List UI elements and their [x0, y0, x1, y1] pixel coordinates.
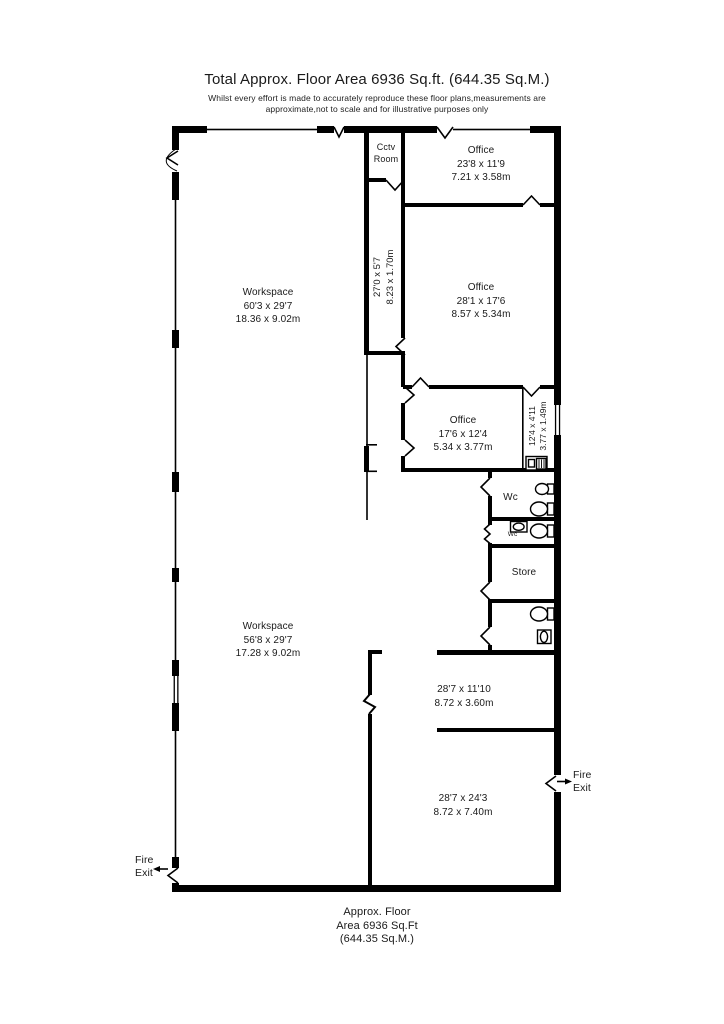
office-top-name: Office	[467, 145, 495, 156]
room-label-wc: Wc	[503, 492, 518, 503]
footer-caption	[277, 906, 477, 947]
fire-exit-label-left	[135, 854, 161, 879]
cctv-line1: Cctv	[376, 142, 396, 152]
fire-right-line2: Exit	[573, 781, 591, 794]
fire-left-line1: Fire	[135, 854, 154, 866]
workspace-upper-metric: 18.36 x 9.02m	[235, 314, 301, 325]
cylinder-icon	[538, 630, 552, 644]
room-label-workspace-lower	[198, 620, 338, 661]
workspace-upper-imperial: 60'3 x 29'7	[243, 300, 293, 312]
narrow-metric: 3.77 x 1.49m	[538, 401, 548, 451]
room-label-wc-small: Wc	[507, 531, 518, 538]
toilet-icon	[531, 607, 555, 621]
workspace-lower-imperial: 56'8 x 29'7	[243, 634, 293, 646]
footer-line3: (644.35 Sq.M.)	[339, 933, 415, 945]
office-small-metric: 5.34 x 3.77m	[433, 442, 493, 453]
room-28x11-imperial: 28'7 x 11'10	[437, 684, 491, 695]
disclaimer-line2: approximate,not to scale and for illustrative purposes only	[265, 103, 489, 114]
toilet-icon	[531, 524, 555, 538]
narrow-imperial: 12'4 x 4'11	[527, 406, 537, 446]
room-label-office-middle	[411, 281, 551, 322]
office-top-metric: 7.21 x 3.58m	[451, 172, 511, 183]
bathroom-fixtures	[511, 457, 555, 644]
workspace-lower-metric: 17.28 x 9.02m	[235, 648, 301, 659]
fire-right-line1: Fire	[573, 769, 592, 781]
page-title: Total Approx. Floor Area 6936 Sq.ft. (644.35 Sq.M.)	[204, 71, 550, 88]
room-label-28x11	[394, 683, 534, 711]
fire-left-line2: Exit	[135, 866, 153, 879]
room-label-office-small	[393, 414, 533, 455]
footer-line1: Approx. Floor	[343, 906, 411, 918]
room-label-workspace-upper	[198, 286, 338, 327]
office-middle-metric: 8.57 x 5.34m	[451, 309, 511, 320]
office-small-name: Office	[449, 415, 477, 426]
room-label-office-top	[411, 144, 551, 185]
room-label-cctv	[366, 142, 406, 165]
room-28x24-metric: 8.72 x 7.40m	[433, 807, 493, 818]
office-middle-name: Office	[467, 282, 495, 293]
room-label-corridor	[371, 222, 397, 332]
room-label-28x24	[393, 792, 533, 820]
cctv-line2: Room	[373, 153, 399, 164]
disclaimer-line1: Whilst every effort is made to accurately reproduce these floor plans,measurements are	[208, 93, 546, 103]
corridor-metric: 8.23 x 1.70m	[385, 249, 396, 305]
office-top-imperial: 23'8 x 11'9	[456, 158, 506, 170]
workspace-lower-name: Workspace	[242, 621, 294, 632]
workspace-upper-name: Workspace	[242, 287, 294, 298]
footer-line2: Area 6936 Sq.Ft	[336, 919, 418, 932]
office-middle-imperial: 28'1 x 17'6	[456, 295, 506, 307]
room-28x24-imperial: 28'7 x 24'3	[438, 793, 488, 804]
room-label-store: Store	[511, 567, 537, 578]
door-marks	[166, 127, 556, 883]
corridor-imperial: 27'0 x 5'7	[372, 256, 383, 298]
fire-exit-arrow-right	[557, 779, 572, 785]
fire-exit-label-right	[573, 769, 607, 794]
urinal-icon	[536, 484, 555, 495]
room-label-narrow	[527, 386, 549, 466]
room-28x11-metric: 8.72 x 3.60m	[434, 698, 494, 709]
toilet-icon	[531, 502, 555, 516]
office-small-imperial: 17'6 x 12'4	[438, 428, 488, 440]
